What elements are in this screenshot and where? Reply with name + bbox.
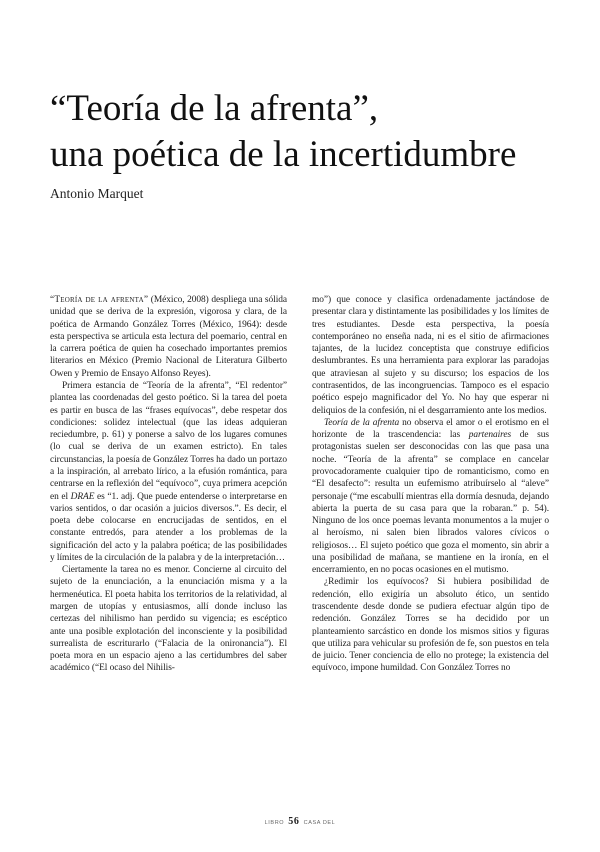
author-name: Antonio Marquet [50,186,144,201]
paragraph-text: (México, 2008) despliega una sólida unidad que se deriva de la expresión, vigorosa y clara, de la poética de Armando González Torres (México, 1964): desde esta perspectiva se articula esta lectura del poemario, central en la carrera poética de quien ha cosechado importantes premios literarios en México (Premio Nacional de Literatura Gilberto Owen y Premio de Ensayo Alfonso Reyes). [50,295,288,379]
paragraph-text: de sus protagonistas suelen ser desconocidas con las que pasa una noche. “Teoría de la afrenta” se complace en cancelar provocadoramente cualquier tipo de romanticismo, como en “El desafecto”: resulta un eufemismo atribuírselo al “aleve” personaje (“me escabullí mientras ella dormía desnuda, dejando abierta la puerta de su casa para que la robaran.” p. 54). Ninguno de los once poemas levanta monumentos a la mujer o al heroísmo, ni salen bien librados valores cívicos o religiosos… El sujeto poético que goza el momento, sin abrir a una posibilidad de mañana, se mantiene en la ironía, en el encerramiento, en no pocas ocasiones en el mutismo. [312,430,550,576]
body-column-left [50,294,287,675]
paragraph-text: no observa el amor o el erotismo en el horizonte de la trascendencia: las [312,417,550,441]
title-line-2: una poética de la incertidumbre [50,134,517,175]
book-title-smallcaps: “Teoría de la afrenta” [50,295,149,305]
page-footer [0,816,600,827]
title-line-1: “Teoría de la afrenta”, [50,88,379,129]
italic-term: partenaires [468,430,512,441]
italic-term: DRAE [70,491,95,502]
footer-left-label: LIBRO [264,820,285,826]
paragraph: Ciertamente la tarea no es menor. Concierne al circuito del sujeto de la enunciación, a la enunciación misma y a la hermenéutica. El poeta habita los territorios de la relatividad, al margen de utopías y entusiasmos, allí donde incluso las certezas del nihilismo han perdido su vigencia; es escéptico ante una posible explotación del inconsciente y la posibilidad surrealista de escriturarlo (“Falacia de la onironancia”). El poeta mora en un espacio ajeno a las certidumbres del saber académico (“El ocaso del Nihilis- [50,565,287,674]
paragraph: ¿Redimir los equívocos? Si hubiera posibilidad de redención, ello exigiría un absoluto ético, un sentido trascendente desde donde se pudiera efectuar algún tipo de redención. González Torres se ha decidido por un planteamiento sarcástico en donde los mismos sitios y figuras que utiliza para vehicular su profesión de fe, son puestos en tela de juicio. Tener conciencia de ello no protege; la existencia del equívoco, impone humildad. Con González Torres no [312,577,549,674]
page-number: 56 [288,816,300,827]
paragraph [50,294,287,380]
body-column-right [312,294,549,675]
footer-right-label: CASA DEL [303,820,336,826]
paragraph-text: Primera estancia de “Teoría de la afrenta”, “El redentor” plantea las coordenadas del gesto poético. Si la tarea del poeta es partir en busca de las “frases equívocas”, debe respetar dos condiciones: solidez intelectual (que las ideas adquieran reciedumbre, p. 61) y ponerse a salvo de los lugares comunes (lo cual se deriva de un examen estricto). En tales circunstancias, la poesía de González Torres ha dado un portazo a la inspiración, al arrebato lírico, a la efusión romántica, para centrarse en la reflexión del “equívoco”, cuya primera acepción en el [50,380,287,502]
paragraph-text: es “1. adj. Que puede entenderse o interpretarse en varios sentidos, o dar ocasión a juicios diversos.”. Es decir, el poeta debe colocarse en encrucijadas de sentidos, en el constante entredós, para atender a los problemas de la significación del acto y la palabra poética; de las posibilidades y límites de la circulación de la palabra y de la interpretación… [50,491,287,563]
paragraph: mo”) que conoce y clasifica ordenadamente jactándose de presentar clara y distintamente las posibilidades y los límites de tres estudiantes. Desde esta perspectiva, la poesía contemporáneo no enseña nada, ni es el sitio de afirmaciones tajantes, de la lucidez conceptista que construye edificios deslumbrantes. Es una herramienta para explorar las paradojas que atraviesan al sujeto y su discurso; los espacios de los contrasentidos, de las incongruencias. Tampoco es el espacio poético espejo magnificador del Yo. No hay que esperar ni deliquios de la confesión, ni el desgarramiento ante los medios. [312,295,549,416]
paragraph [50,380,287,564]
paragraph [312,417,549,577]
article-title [50,86,570,178]
italic-book-title: Teoría de la afrenta [324,417,400,428]
